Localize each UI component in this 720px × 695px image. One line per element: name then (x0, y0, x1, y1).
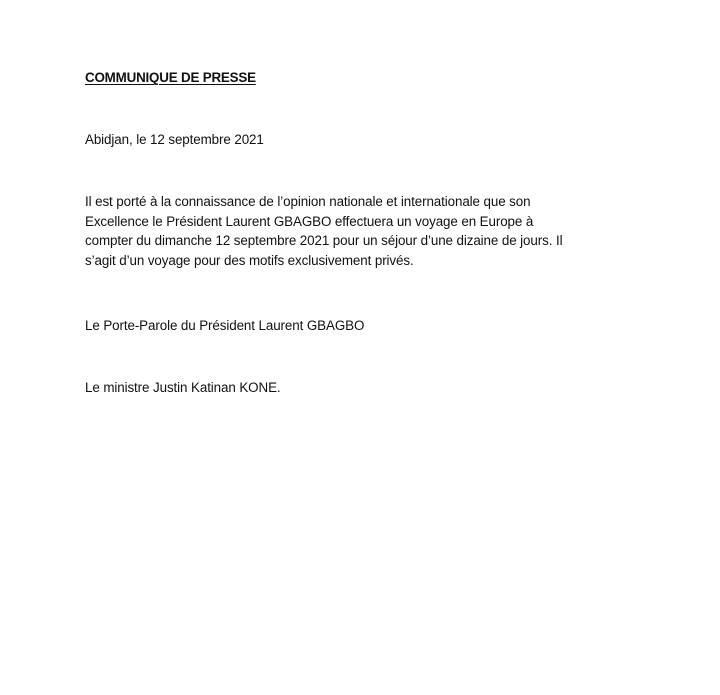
body-line: Il est porté à la connaissance de l’opinion nationale et internationale que son (85, 194, 531, 209)
body-line: Excellence le Président Laurent GBAGBO effectuera un voyage en Europe à (85, 213, 534, 229)
body-paragraph (85, 192, 645, 270)
body-line: s’agit d’un voyage pour des motifs exclusivement privés. (85, 252, 414, 268)
date-line: Abidjan, le 12 septembre 2021 (85, 132, 264, 147)
signature-name: Le ministre Justin Katinan KONE. (85, 380, 281, 395)
document-title: COMMUNIQUE DE PRESSE (85, 70, 256, 85)
body-line: compter du dimanche 12 septembre 2021 pour un séjour d’une dizaine de jours. Il (85, 233, 563, 248)
signature-role: Le Porte-Parole du Président Laurent GBAGBO (85, 318, 365, 333)
